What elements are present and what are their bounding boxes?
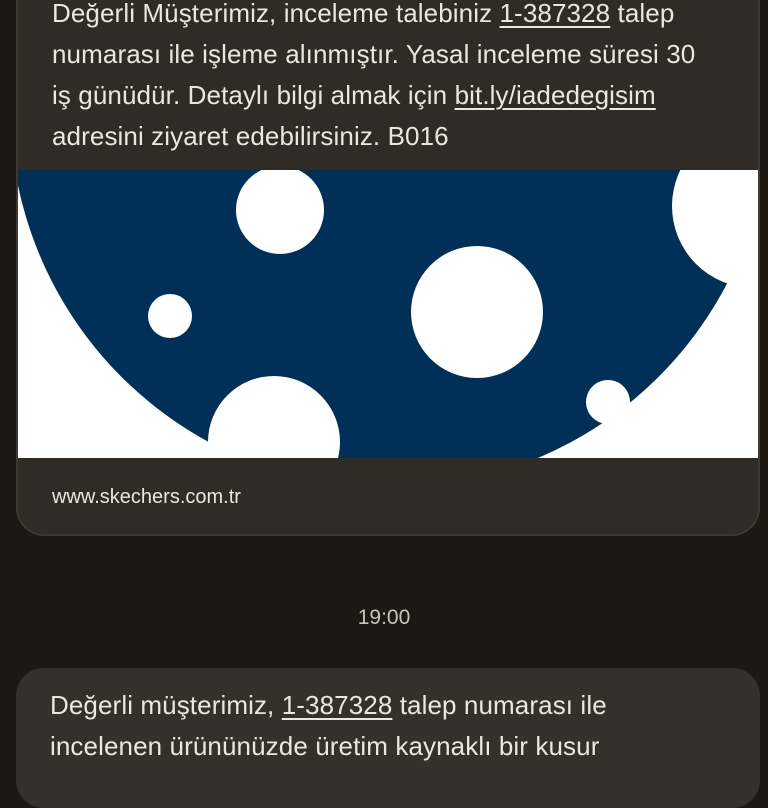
message-bubble[interactable]: [16, 668, 760, 808]
message-line: [52, 0, 728, 34]
message-text-span: talep numarası ile: [392, 690, 607, 720]
message-text-span: talep: [610, 0, 675, 28]
request-number-link[interactable]: 1-387328: [281, 690, 393, 720]
logo-dot: [148, 294, 192, 338]
message-line: [50, 685, 730, 726]
message-line: adresini ziyaret edebilirsiniz. B016: [52, 121, 449, 151]
message-line: incelenen ürününüzde üretim kaynaklı bir kusur: [50, 731, 600, 761]
message-line: numarası ile işleme alınmıştır. Yasal inceleme süresi 30: [52, 39, 696, 69]
logo-dot: [586, 380, 630, 424]
link-preview-url[interactable]: www.skechers.com.tr: [52, 486, 241, 508]
message-text: [50, 685, 730, 767]
message-text-span: Değerli müşterimiz,: [50, 690, 282, 720]
link-preview-image[interactable]: [18, 170, 758, 458]
request-number-link[interactable]: 1-387328: [499, 0, 611, 28]
logo-dot: [236, 170, 324, 254]
message-bubble[interactable]: [16, 0, 760, 536]
message-line: [52, 75, 728, 116]
message-text-span: Değerli Müşterimiz, inceleme talebiniz: [52, 0, 500, 28]
message-text-span: iş günüdür. Detaylı bilgi almak için: [52, 80, 455, 110]
message-text: [52, 0, 728, 157]
logo-dot: [411, 246, 543, 378]
skechers-logo-graphic: [18, 170, 758, 458]
url-link[interactable]: bit.ly/iadedegisim: [454, 80, 656, 110]
timestamp: 19:00: [357, 606, 411, 629]
